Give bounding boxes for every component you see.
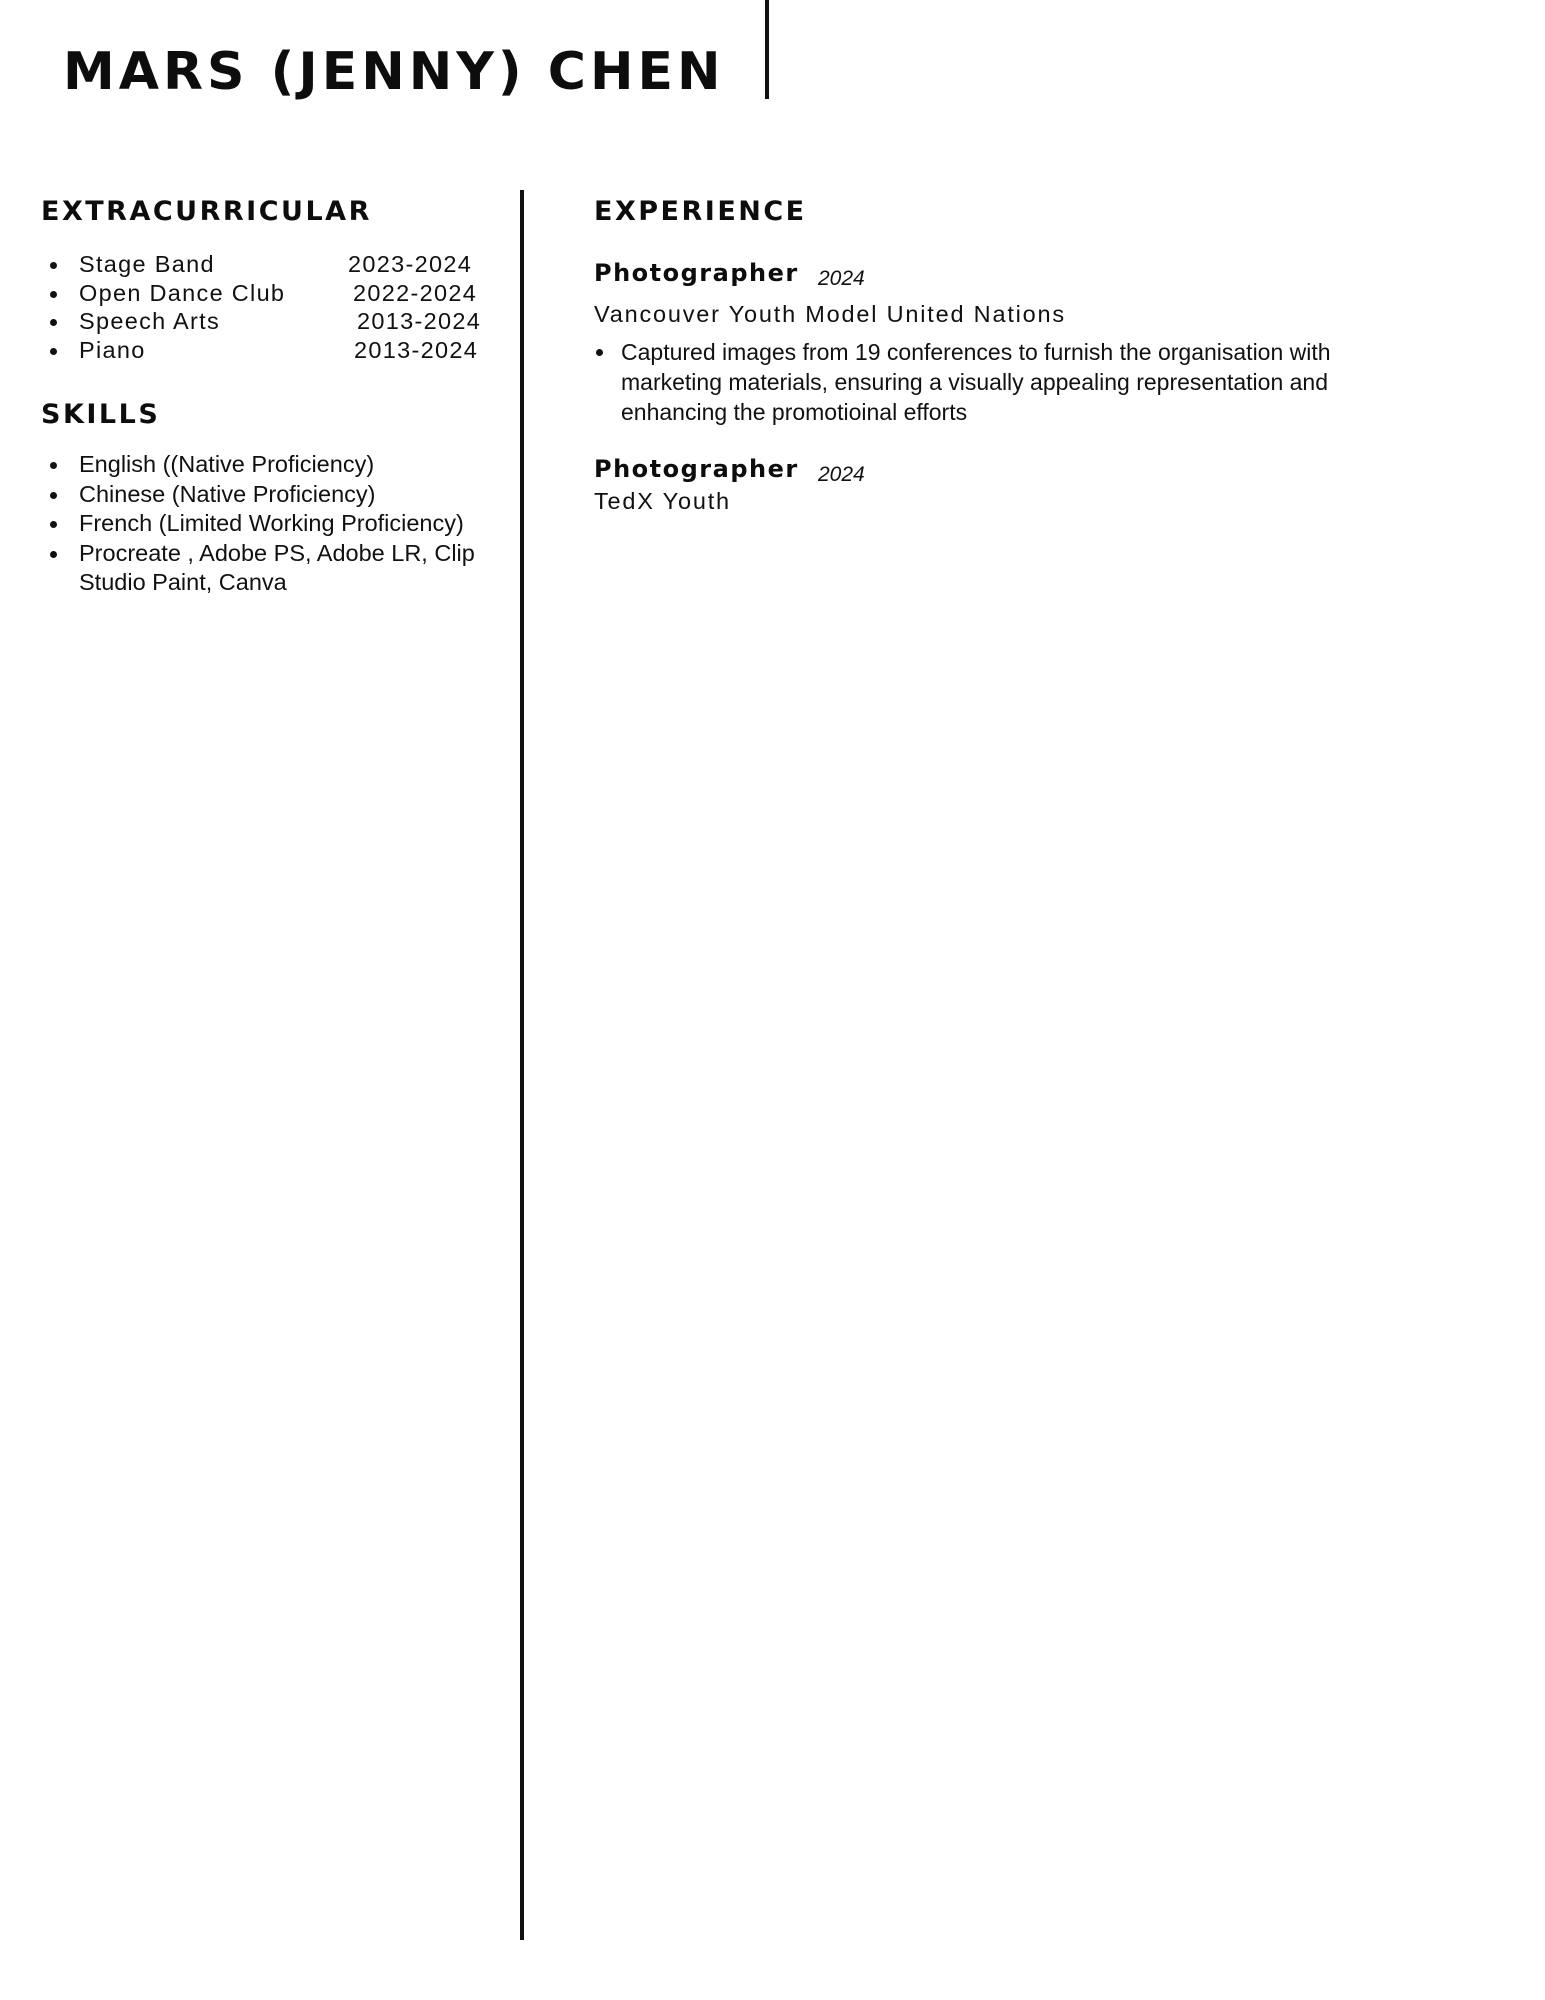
list-item (41, 539, 499, 598)
job-year: 2024 (818, 267, 865, 290)
activity-name: Piano (79, 336, 146, 363)
activity-years: 2013-2024 (354, 336, 479, 363)
list-item (41, 250, 473, 279)
list-item (594, 337, 1354, 427)
extracurricular-heading: EXTRACURRICULAR (41, 196, 372, 227)
bullet-icon (50, 291, 57, 298)
bullet-icon (596, 349, 603, 356)
activity-name: Stage Band (79, 251, 215, 277)
list-item (41, 336, 479, 365)
bullet-icon (50, 262, 57, 269)
bullet-icon (50, 462, 57, 469)
bullet-icon (50, 348, 57, 355)
job-title: Photographer (594, 259, 799, 287)
skills-list (41, 450, 499, 598)
list-item (41, 509, 499, 539)
activity-years: 2023-2024 (348, 251, 473, 277)
bullet-icon (50, 521, 57, 528)
job-organization: TedX Youth (594, 488, 731, 514)
job-organization: Vancouver Youth Model United Nations (594, 301, 1066, 327)
activity-name: Open Dance Club (79, 279, 286, 306)
list-item (41, 450, 499, 480)
job-title: Photographer (594, 455, 799, 483)
job-bullet-text: Captured images from 19 conferences to furnish the organisation with marketing materials, ensuring a visually appealing representation and enhancing the promotioinal efforts (621, 339, 1331, 425)
job-year: 2024 (818, 463, 865, 486)
experience-heading: EXPERIENCE (594, 196, 807, 227)
skill-text: French (Limited Working Proficiency) (79, 510, 464, 536)
list-item (41, 279, 478, 308)
header-vertical-divider (765, 0, 769, 99)
activity-years: 2022-2024 (353, 279, 478, 306)
bullet-icon (50, 319, 57, 326)
resume-name: MARS (JENNY) CHEN (63, 42, 725, 102)
extracurricular-list (41, 250, 482, 364)
list-item (41, 307, 482, 336)
column-vertical-divider (520, 190, 524, 1940)
skill-text: Procreate , Adobe PS, Adobe LR, Clip Studio Paint, Canva (79, 539, 475, 595)
skill-text: English ((Native Proficiency) (79, 451, 375, 477)
bullet-icon (50, 492, 57, 499)
skill-text: Chinese (Native Proficiency) (79, 480, 376, 507)
bullet-icon (50, 551, 57, 558)
skills-heading: SKILLS (41, 399, 161, 430)
list-item (41, 480, 499, 510)
activity-name: Speech Arts (79, 308, 221, 334)
job-bullets (594, 337, 1354, 427)
activity-years: 2013-2024 (357, 308, 482, 334)
